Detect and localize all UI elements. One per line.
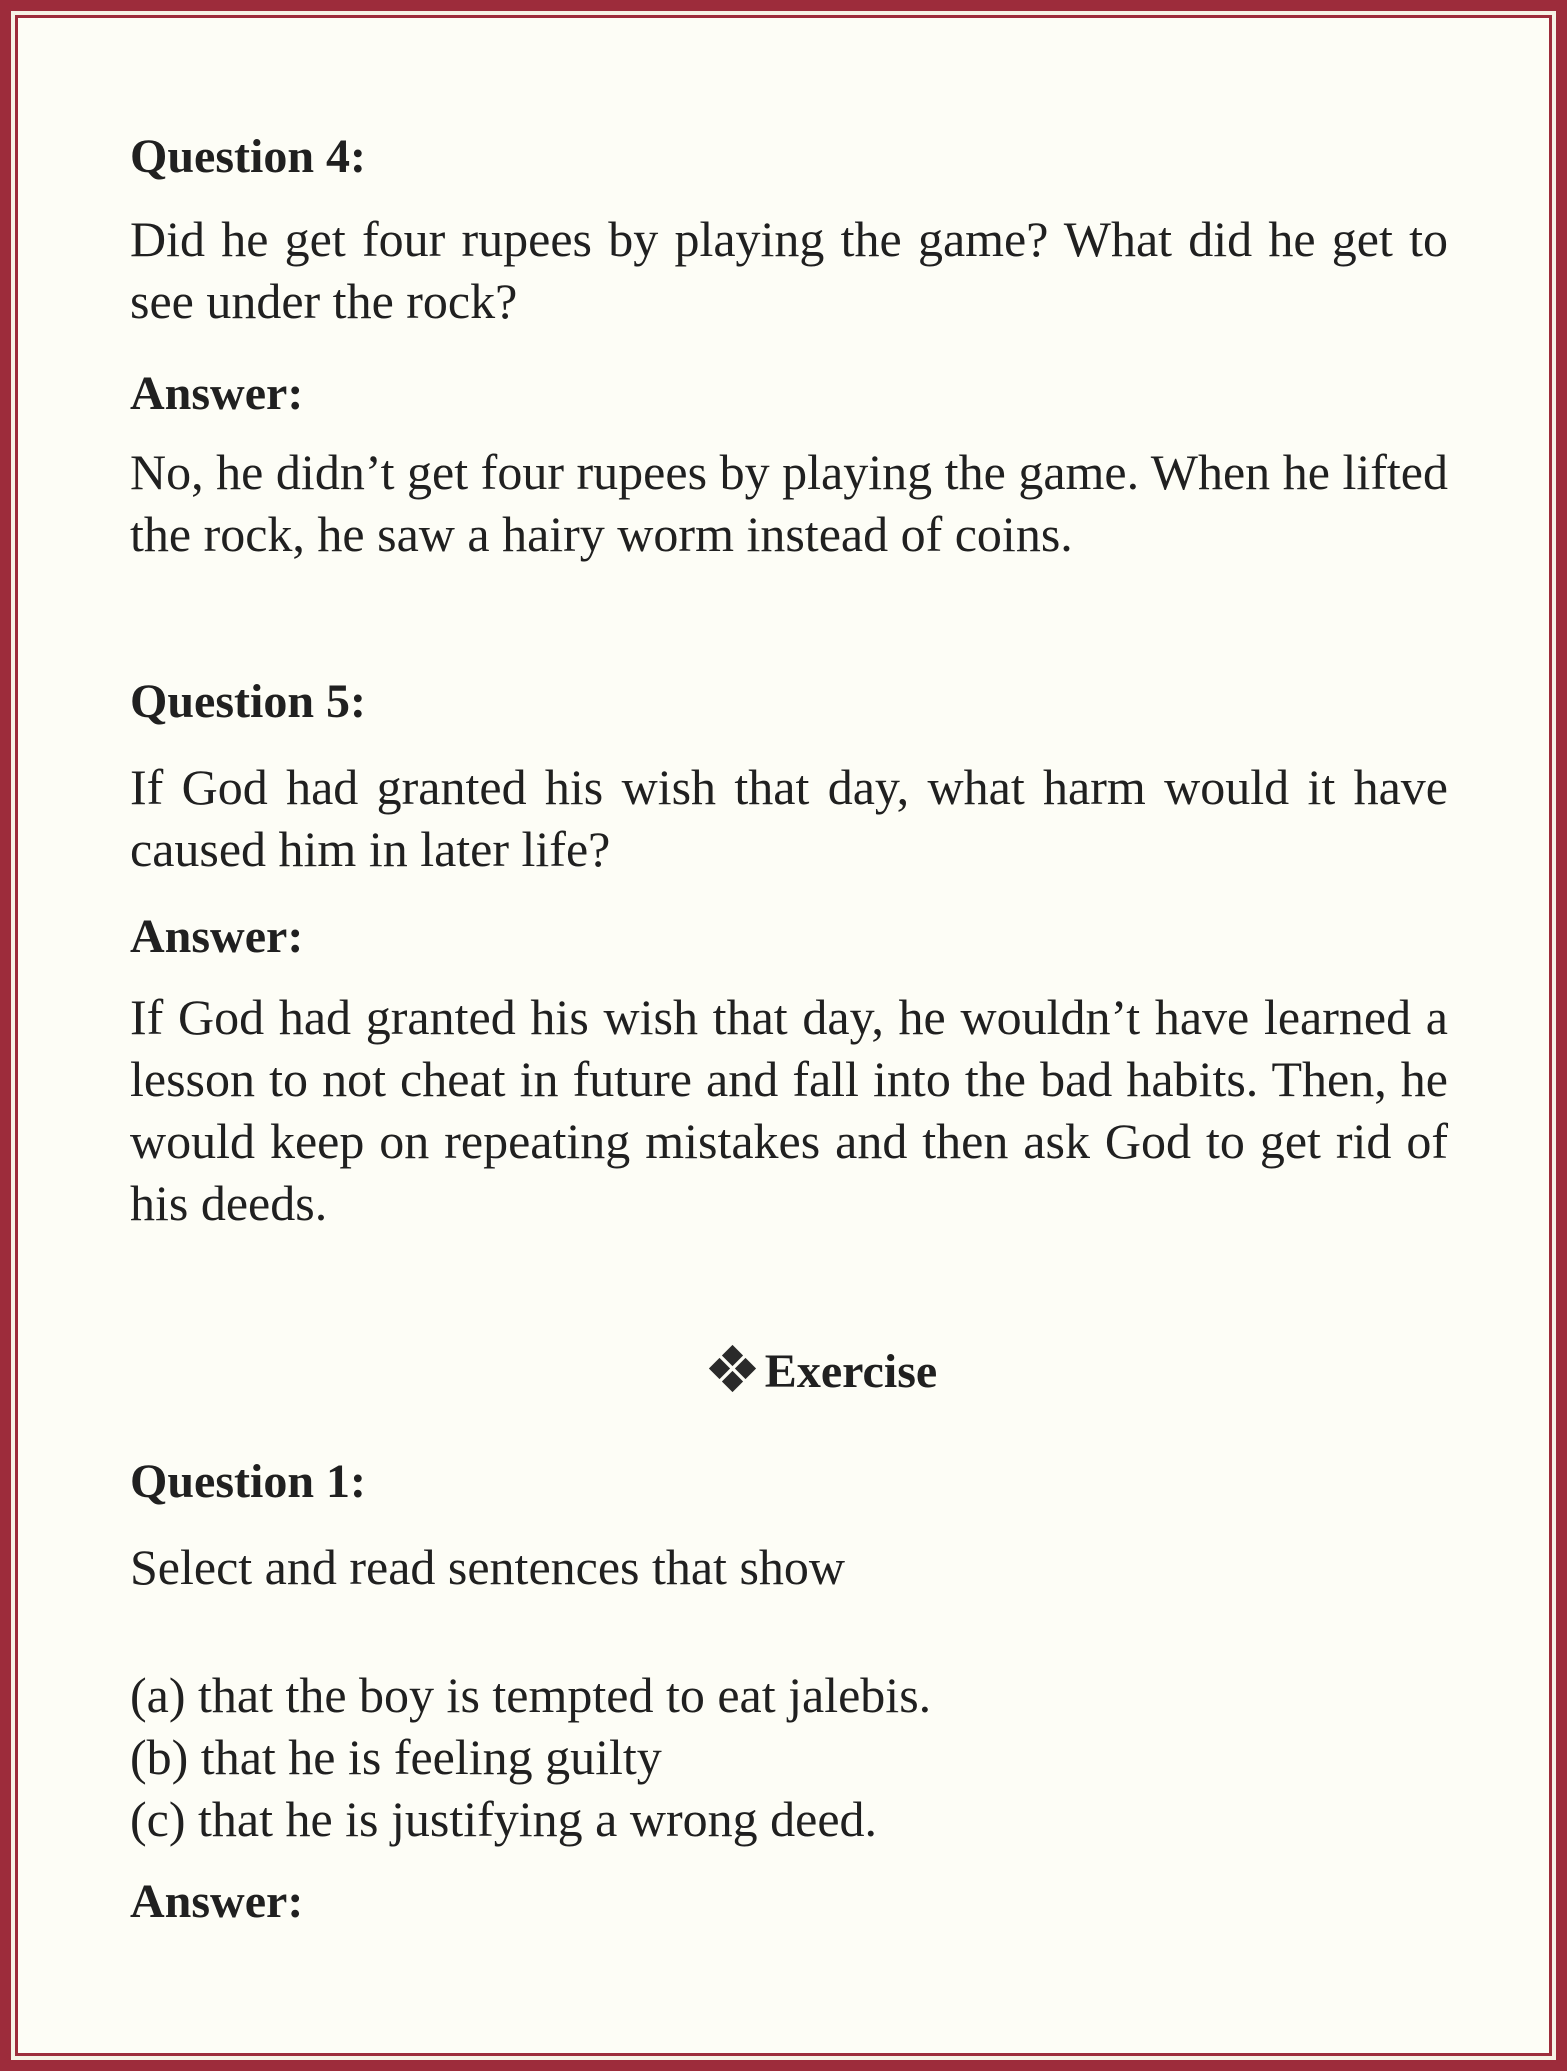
question-5-answer-label: Answer: [130,910,304,963]
option-c: (c) that he is justifying a wrong deed. [130,1791,878,1847]
question-5-heading: Question 5: [130,675,367,728]
question-5-answer-text: If God had granted his wish that day, he wouldn’t have learned a lesson to not cheat in future and fall into the bad habits. Then, he would keep on repeating mistakes and then ask God to get rid of his deeds. [130,989,1448,1231]
page-content [18,18,1448,1933]
question-4-heading: Question 4: [130,130,367,183]
option-a: (a) that the boy is tempted to eat jalebis. [130,1667,932,1723]
question-1-answer-label: Answer: [130,1875,304,1928]
exercise-section-heading [200,1341,1448,1403]
question-4-text: Did he get four rupees by playing the game? What did he get to see under the rock? [130,211,1448,329]
question-4-answer-text: No, he didn’t get four rupees by playing the game. When he lifted the rock, he saw a hairy worm instead of coins. [130,444,1448,562]
option-b: (b) that he is feeling guilty [130,1729,662,1785]
question-4-answer-label: Answer: [130,367,304,420]
options-list [130,1664,1448,1850]
question-5-text: If God had granted his wish that day, what harm would it have caused him in later life? [130,759,1448,877]
four-diamond-icon [711,1347,755,1391]
question-1-heading: Question 1: [130,1455,367,1508]
page-inner-border [15,15,1552,2056]
exercise-title-label: Exercise [764,1345,938,1398]
question-1-prompt: Select and read sentences that show [130,1539,846,1595]
